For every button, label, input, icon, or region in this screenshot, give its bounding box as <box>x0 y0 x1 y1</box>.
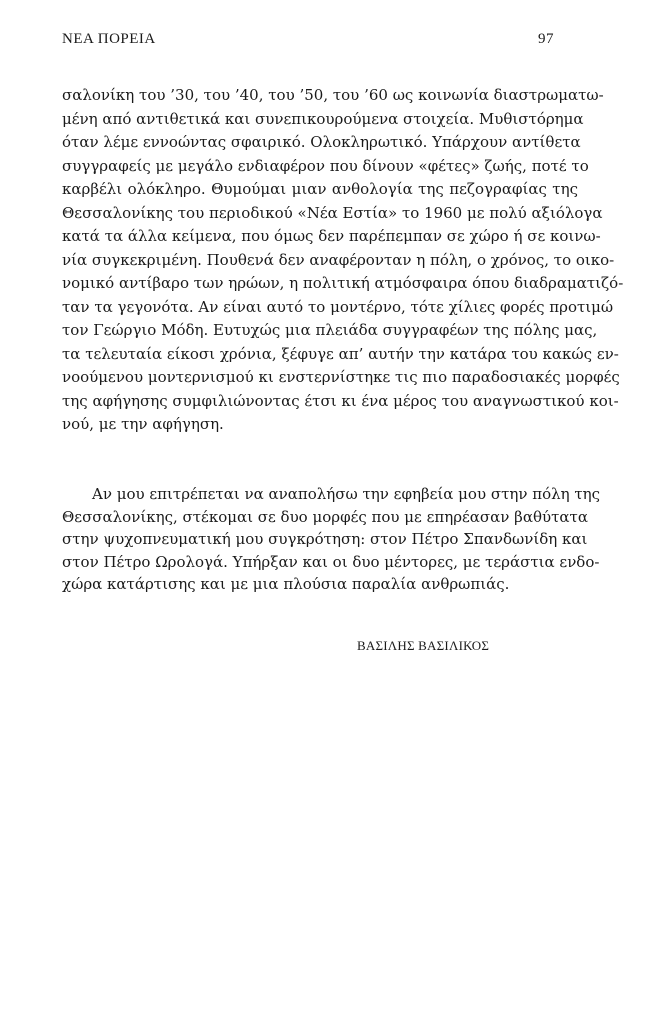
paragraph-2 <box>62 483 601 596</box>
text-line: σαλονίκη του ’30, του ’40, του ’50, του ’60 ως κοινωνία διαστρωματω- <box>62 86 604 104</box>
text-line: μένη από αντιθετικά και συνεπικουρούμενα στοιχεία. Μυθιστόρημα <box>62 109 584 128</box>
text-line: νοούμενου μοντερνισμού κι ενστερνίστηκε τις πιο παραδοσιακές μορφές <box>62 368 620 386</box>
text-line: στον Πέτρο Ωρολογά. Υπήρξαν και οι δυο μέντορες, με τεράστια ενδο- <box>62 552 600 571</box>
text-line: τα τελευταία είκοσι χρόνια, ξέφυγε απ’ αυτήν την κατάρα του κακώς εν- <box>62 344 619 363</box>
paragraph-1 <box>62 84 624 437</box>
text-line: όταν λέμε εννοώντας σφαιρικό. Ολοκληρωτικό. Υπάρχουν αντίθετα <box>62 133 581 151</box>
text-line: συγγραφείς με μεγάλο ενδιαφέρον που δίνουν «φέτες» ζωής, ποτέ το <box>62 156 589 175</box>
text-line: νομικό αντίβαρο των ηρώων, η πολιτική ατμόσφαιρα όπου διαδραματιζό- <box>62 274 624 292</box>
text-line: Θεσσαλονίκης, στέκομαι σε δυο μορφές που με επηρέασαν βαθύτατα <box>62 507 588 526</box>
page-number: 97 <box>538 31 554 47</box>
running-head: ΝΕΑ ΠΟΡΕΙΑ <box>62 31 156 47</box>
text-line: της αφήγησης συμφιλιώνοντας έτσι κι ένα μέρος του αναγνωστικού κοι- <box>62 391 619 410</box>
text-line: Αν μου επιτρέπεται να αναπολήσω την εφηβεία μου στην πόλη της <box>92 485 601 503</box>
text-line: τον Γεώργιο Μόδη. Ευτυχώς μια πλειάδα συγγραφέων της πόλης μας, <box>62 321 598 339</box>
author-signature: ΒΑΣΙΛΗΣ ΒΑΣΙΛΙΚΟΣ <box>357 638 490 653</box>
text-line: νού, με την αφήγηση. <box>62 415 224 433</box>
text-line: Θεσσαλονίκης του περιοδικού «Νέα Εστία» το 1960 με πολύ αξιόλογα <box>62 203 603 222</box>
text-line: στην ψυχοπνευματική μου συγκρότηση: στον Πέτρο Σπανδωνίδη και <box>62 530 588 548</box>
text-line: ταν τα γεγονότα. Αν είναι αυτό το μοντέρνο, τότε χίλιες φορές προτιμώ <box>62 297 614 316</box>
text-line: καρβέλι ολόκληρο. Θυμούμαι μιαν ανθολογία της πεζογραφίας της <box>62 180 578 198</box>
text-line: χώρα κατάρτισης και με μια πλούσια παραλία ανθρωπιάς. <box>62 575 510 593</box>
text-line: νία συγκεκριμένη. Πουθενά δεν αναφέρονταν η πόλη, ο χρόνος, το οικο- <box>62 250 615 269</box>
text-line: κατά τα άλλα κείμενα, που όμως δεν παρέπεμπαν σε χώρο ή σε κοινω- <box>62 227 601 245</box>
